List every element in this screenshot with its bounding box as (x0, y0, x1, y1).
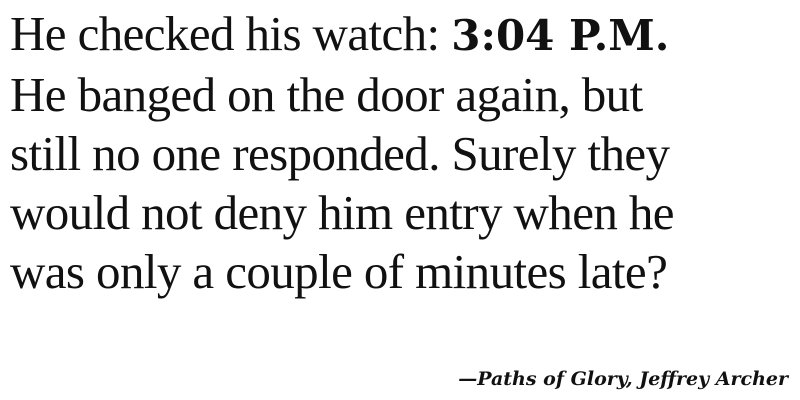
quote-line-4: would not deny him entry when he (10, 185, 674, 240)
quote-attribution: —Paths of Glory, Jeffrey Archer (458, 368, 788, 390)
quote-line-1 (10, 4, 790, 65)
quote-passage (10, 4, 790, 301)
quote-line-1-text: He checked his watch: (10, 6, 452, 61)
quote-line-3: still no one responded. Surely they (10, 126, 670, 181)
quote-time-emphasis: 3:04 P.M. (451, 11, 670, 60)
quote-line-5: was only a couple of minutes late? (10, 244, 668, 299)
quote-line-2: He banged on the door again, but (10, 67, 643, 122)
